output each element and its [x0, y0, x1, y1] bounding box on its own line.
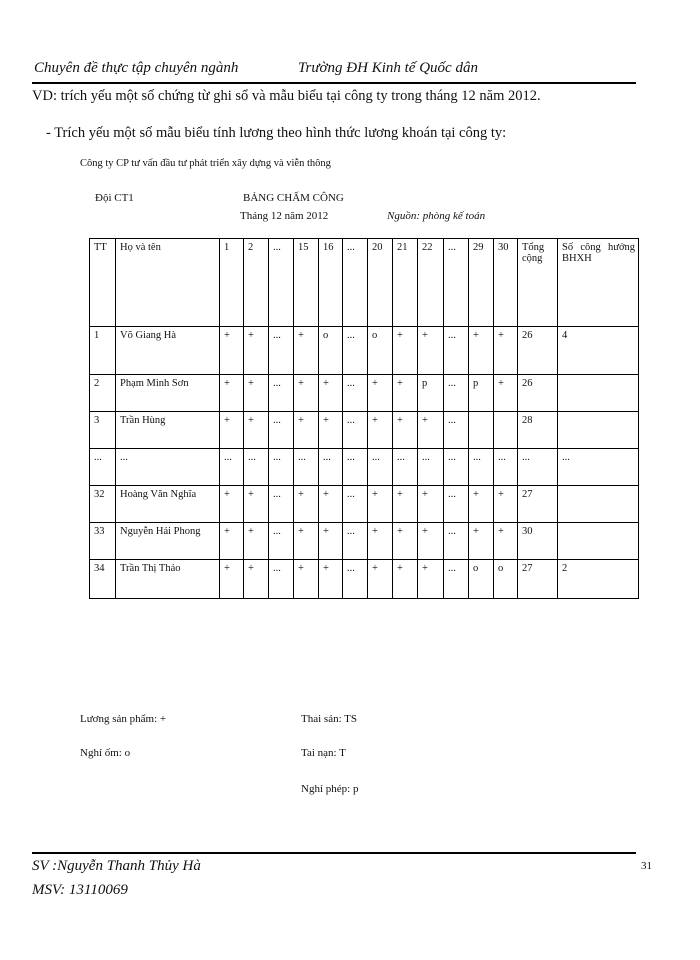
table-cell: 2 [90, 375, 116, 412]
table-cell: ... [294, 449, 319, 486]
table-cell: + [469, 523, 494, 560]
legend-accident: Tai nạn: T [301, 747, 346, 759]
company-name: Công ty CP tư vấn đầu tư phát triển xây dựng và viễn thông [80, 158, 331, 169]
table-cell: + [220, 560, 244, 599]
sheet-month: Tháng 12 năm 2012 [240, 210, 329, 222]
table-cell [558, 486, 639, 523]
table-cell: + [368, 560, 393, 599]
employee-name-cell: Võ Giang Hà [116, 327, 220, 375]
table-cell: + [244, 523, 269, 560]
table-cell: + [319, 560, 343, 599]
table-cell: 27 [518, 486, 558, 523]
table-header-cell: 16 [319, 239, 343, 327]
table-cell: ... [518, 449, 558, 486]
table-row [90, 486, 639, 523]
legend-leave: Nghỉ phép: p [301, 783, 359, 795]
table-row [90, 327, 639, 375]
table-cell: ... [444, 449, 469, 486]
table-header-cell: 21 [393, 239, 418, 327]
employee-name-cell: Hoàng Văn Nghĩa [116, 486, 220, 523]
table-cell: o [319, 327, 343, 375]
student-id: MSV: 13110069 [32, 882, 128, 898]
table-cell [558, 523, 639, 560]
intro-line-2: - Trích yếu một số mẫu biểu tính lương theo hình thức lương khoán tại công ty: [46, 125, 507, 141]
table-cell: + [220, 375, 244, 412]
header-left: Chuyên đề thực tập chuyên ngành [34, 60, 239, 76]
table-cell: + [220, 327, 244, 375]
legend-sick: Nghỉ ốm: o [80, 747, 131, 759]
table-cell: + [494, 375, 518, 412]
table-cell: p [418, 375, 444, 412]
table-cell: + [244, 375, 269, 412]
table-cell: p [469, 375, 494, 412]
employee-name-cell: ... [116, 449, 220, 486]
table-cell: + [220, 412, 244, 449]
header-rule [32, 82, 636, 84]
table-header-cell: 2 [244, 239, 269, 327]
table-cell: + [469, 327, 494, 375]
legend-maternity: Thai sản: TS [301, 713, 358, 725]
table-header-cell: 29 [469, 239, 494, 327]
student-name: SV :Nguyễn Thanh Thủy Hà [32, 858, 201, 874]
table-cell: ... [368, 449, 393, 486]
table-cell: + [220, 486, 244, 523]
table-header-cell: ... [343, 239, 368, 327]
table-cell: ... [343, 523, 368, 560]
table-cell: 3 [90, 412, 116, 449]
table-cell: ... [444, 375, 469, 412]
table-cell: + [393, 523, 418, 560]
table-cell [469, 412, 494, 449]
legend-product-wage: Lương sản phẩm: + [80, 713, 167, 725]
table-cell: ... [343, 560, 368, 599]
table-cell: ... [343, 412, 368, 449]
table-cell: + [294, 486, 319, 523]
table-cell: + [368, 412, 393, 449]
table-cell: 28 [518, 412, 558, 449]
table-cell: + [244, 560, 269, 599]
team-label: Đội CT1 [95, 192, 134, 204]
table-cell: + [294, 327, 319, 375]
table-cell: + [393, 327, 418, 375]
table-header-cell: 30 [494, 239, 518, 327]
table-cell: ... [269, 375, 294, 412]
table-header-row [90, 239, 639, 327]
intro-line-1: VD: trích yếu một số chứng từ ghi sổ và mẫu biểu tại công ty trong tháng 12 năm 2012. [32, 88, 541, 104]
table-cell: o [368, 327, 393, 375]
table-header-cell: 1 [220, 239, 244, 327]
table-cell: + [294, 412, 319, 449]
table-cell: ... [494, 449, 518, 486]
table-cell: 30 [518, 523, 558, 560]
table-cell: ... [343, 327, 368, 375]
table-cell: ... [444, 560, 469, 599]
table-cell: ... [220, 449, 244, 486]
table-header-cell: Tổng cộng [518, 239, 558, 327]
table-cell: 27 [518, 560, 558, 599]
table-cell: ... [343, 449, 368, 486]
table-cell [558, 412, 639, 449]
table-cell: + [319, 486, 343, 523]
footer-rule [32, 852, 636, 854]
table-cell: ... [90, 449, 116, 486]
table-cell: ... [444, 523, 469, 560]
table-cell: ... [444, 486, 469, 523]
table-cell: + [244, 412, 269, 449]
table-cell: o [494, 560, 518, 599]
table-cell: + [294, 523, 319, 560]
table-cell: ... [244, 449, 269, 486]
table-cell: + [319, 375, 343, 412]
table-header-cell: Số công hưởng BHXH [558, 239, 639, 327]
table-cell: 2 [558, 560, 639, 599]
table-cell: o [469, 560, 494, 599]
table-cell: ... [269, 412, 294, 449]
page-number: 31 [641, 860, 652, 872]
table-cell: ... [269, 560, 294, 599]
table-cell: ... [343, 375, 368, 412]
table-cell: ... [393, 449, 418, 486]
table-cell: ... [444, 412, 469, 449]
table-cell: ... [469, 449, 494, 486]
table-cell: + [393, 412, 418, 449]
table-row [90, 449, 639, 486]
table-cell: 4 [558, 327, 639, 375]
header-right: Trường ĐH Kinh tế Quốc dân [298, 60, 478, 76]
table-cell: + [494, 523, 518, 560]
sheet-title: BẢNG CHẤM CÔNG [243, 192, 344, 204]
table-cell: ... [319, 449, 343, 486]
table-cell: + [418, 486, 444, 523]
table-cell: + [393, 375, 418, 412]
table-cell: + [418, 327, 444, 375]
table-header-cell: ... [269, 239, 294, 327]
table-cell: 26 [518, 375, 558, 412]
table-cell: 1 [90, 327, 116, 375]
table-cell: + [469, 486, 494, 523]
employee-name-cell: Phạm Minh Sơn [116, 375, 220, 412]
table-header-cell: 20 [368, 239, 393, 327]
table-header-cell: TT [90, 239, 116, 327]
table-header-cell: ... [444, 239, 469, 327]
table-cell: + [393, 486, 418, 523]
table-cell: + [494, 327, 518, 375]
table-cell [494, 412, 518, 449]
table-cell: + [368, 486, 393, 523]
table-cell: ... [444, 327, 469, 375]
attendance-table [89, 238, 639, 599]
table-cell: 26 [518, 327, 558, 375]
table-row [90, 412, 639, 449]
table-row [90, 523, 639, 560]
employee-name-cell: Trần Thị Thảo [116, 560, 220, 599]
table-cell: + [418, 523, 444, 560]
table-cell: ... [269, 449, 294, 486]
table-cell: ... [269, 327, 294, 375]
table-cell: ... [269, 523, 294, 560]
table-cell: ... [558, 449, 639, 486]
table-cell: + [294, 560, 319, 599]
table-header-cell: 22 [418, 239, 444, 327]
table-cell [558, 375, 639, 412]
table-header-cell: 15 [294, 239, 319, 327]
table-cell: + [418, 412, 444, 449]
table-cell: + [494, 486, 518, 523]
table-cell: + [244, 327, 269, 375]
table-cell: 32 [90, 486, 116, 523]
table-cell: + [319, 523, 343, 560]
table-cell: 34 [90, 560, 116, 599]
table-cell: + [220, 523, 244, 560]
table-header-cell: Họ và tên [116, 239, 220, 327]
table-cell: + [294, 375, 319, 412]
table-row [90, 560, 639, 599]
table-cell: ... [343, 486, 368, 523]
employee-name-cell: Nguyễn Hải Phong [116, 523, 220, 560]
table-row [90, 375, 639, 412]
table-cell: + [319, 412, 343, 449]
employee-name-cell: Trần Hùng [116, 412, 220, 449]
table-cell: ... [269, 486, 294, 523]
table-cell: + [393, 560, 418, 599]
table-cell: + [368, 523, 393, 560]
table-cell: + [418, 560, 444, 599]
table-cell: ... [418, 449, 444, 486]
table-cell: + [244, 486, 269, 523]
table-cell: 33 [90, 523, 116, 560]
table-cell: + [368, 375, 393, 412]
source-note: Nguồn: phòng kế toán [387, 210, 486, 222]
